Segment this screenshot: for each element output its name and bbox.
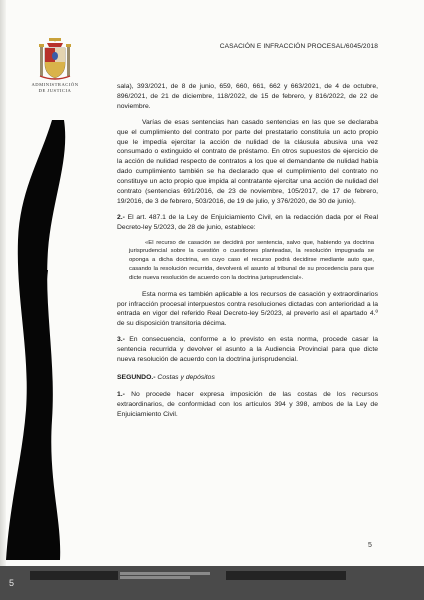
section-heading — [117, 373, 378, 383]
paragraph-continuation: sala), 393/2021, de 8 de junio, 659, 660, 661, 662 y 663/2021, de 4 de octubre, 896/2021, de 21 de diciembre, 118/2022, de 15 de febrero, y 816/2022, de 22 de noviembre. — [117, 83, 378, 110]
signature-text-line-1 — [120, 572, 210, 575]
coat-of-arms-logo — [38, 36, 72, 82]
paragraph-applicability: Esta norma es también aplicable a los recursos de casación y extraordinarios por infracción procesal interpuestos contra resoluciones dictadas con anterioridad a la entrada en vigor del referido Real Decreto-ley 5/2023, al preverlo así el apartado 4.º de su disposición transitoria décima. — [117, 290, 378, 328]
costs-point-number: 1.- — [117, 390, 125, 398]
signature-metadata — [120, 571, 222, 580]
case-reference: CASACIÓN E INFRACCIÓN PROCESAL/6045/2018 — [219, 43, 378, 50]
legal-quote: «El recurso de casación se decidirá por sentencia, salvo que, habiendo ya doctrina jurisprudencial sobre la cuestión o cuestiones planteadas, la resolución impugnada se oponga a dicha doctrina, en cuyo caso el recurso podrá decidirse mediante auto que, casando la resolución recurrida, devolverá el asunto al tribunal de su procedencia para que dicte nueva resolución de acuerdo con la doctrina jurisprudencial». — [129, 239, 374, 281]
point-3-number: 3.- — [117, 336, 125, 344]
point-3-text: En consecuencia, conforme a lo previsto en esta norma, procede casar la sentencia recurrida y devolver el asunto a la Audiencia Provincial para que dicte nueva resolución de acuerdo con la doctrina jurisprudencial. — [117, 336, 378, 364]
page-number: 5 — [368, 542, 372, 549]
redacted-signature-1 — [30, 571, 118, 580]
point-2-text: El art. 487.1 de la Ley de Enjuiciamiento Civil, en la redacción dada por el Real Decreto-ley 5/2023, de 28 de junio, establece: — [117, 213, 378, 231]
institution-line-1: ADMINISTRACIÓN — [31, 82, 79, 87]
signature-text-line-2 — [120, 576, 190, 579]
institution-line-2: DE JUSTICIA — [38, 88, 72, 93]
section-heading-label: SEGUNDO.- — [117, 374, 156, 382]
paragraph-point-2 — [117, 213, 378, 233]
costs-point-text: No procede hacer expresa imposición de las costas de los recursos extraordinarios, de conformidad con los artículos 394 y 398, ambos de la Ley de Enjuiciamiento Civil. — [117, 390, 378, 418]
redaction-mark — [0, 120, 108, 560]
redacted-signature-2 — [226, 571, 346, 580]
document-body — [117, 82, 378, 426]
paragraph-point-3 — [117, 335, 378, 365]
institution-name — [22, 82, 88, 94]
signature-page-number: 5 — [9, 578, 15, 588]
section-heading-title: Costas y depósitos — [155, 374, 215, 382]
paragraph-costs — [117, 390, 378, 420]
point-2-number: 2.- — [117, 213, 125, 221]
paragraph-precedents: Varías de esas sentencias han casado sentencias en las que se declaraba que el cumplimiento del contrato por parte del prestatario constituía un acto propio que le impedía ejercitar la acción de nulidad de la cláusula abusiva una vez consumado o extinguido el contrato de préstamo. En otros supuestos de ejercicio de la acción de nulidad respecto de contratos a los que el demandante de nulidad había dado cumplimiento también se ha declarado que el cumplimiento del contrato no constituye un acto propio que impida al contratante ejercitar una acción de nulidad del contrato (sentencias 691/2016, de 23 de noviembre, 105/2017, de 17 de febrero, 19/2016, de 3 de febrero, 503/2016, de 19 de julio, y 376/2020, de 30 de junio). — [117, 118, 378, 205]
